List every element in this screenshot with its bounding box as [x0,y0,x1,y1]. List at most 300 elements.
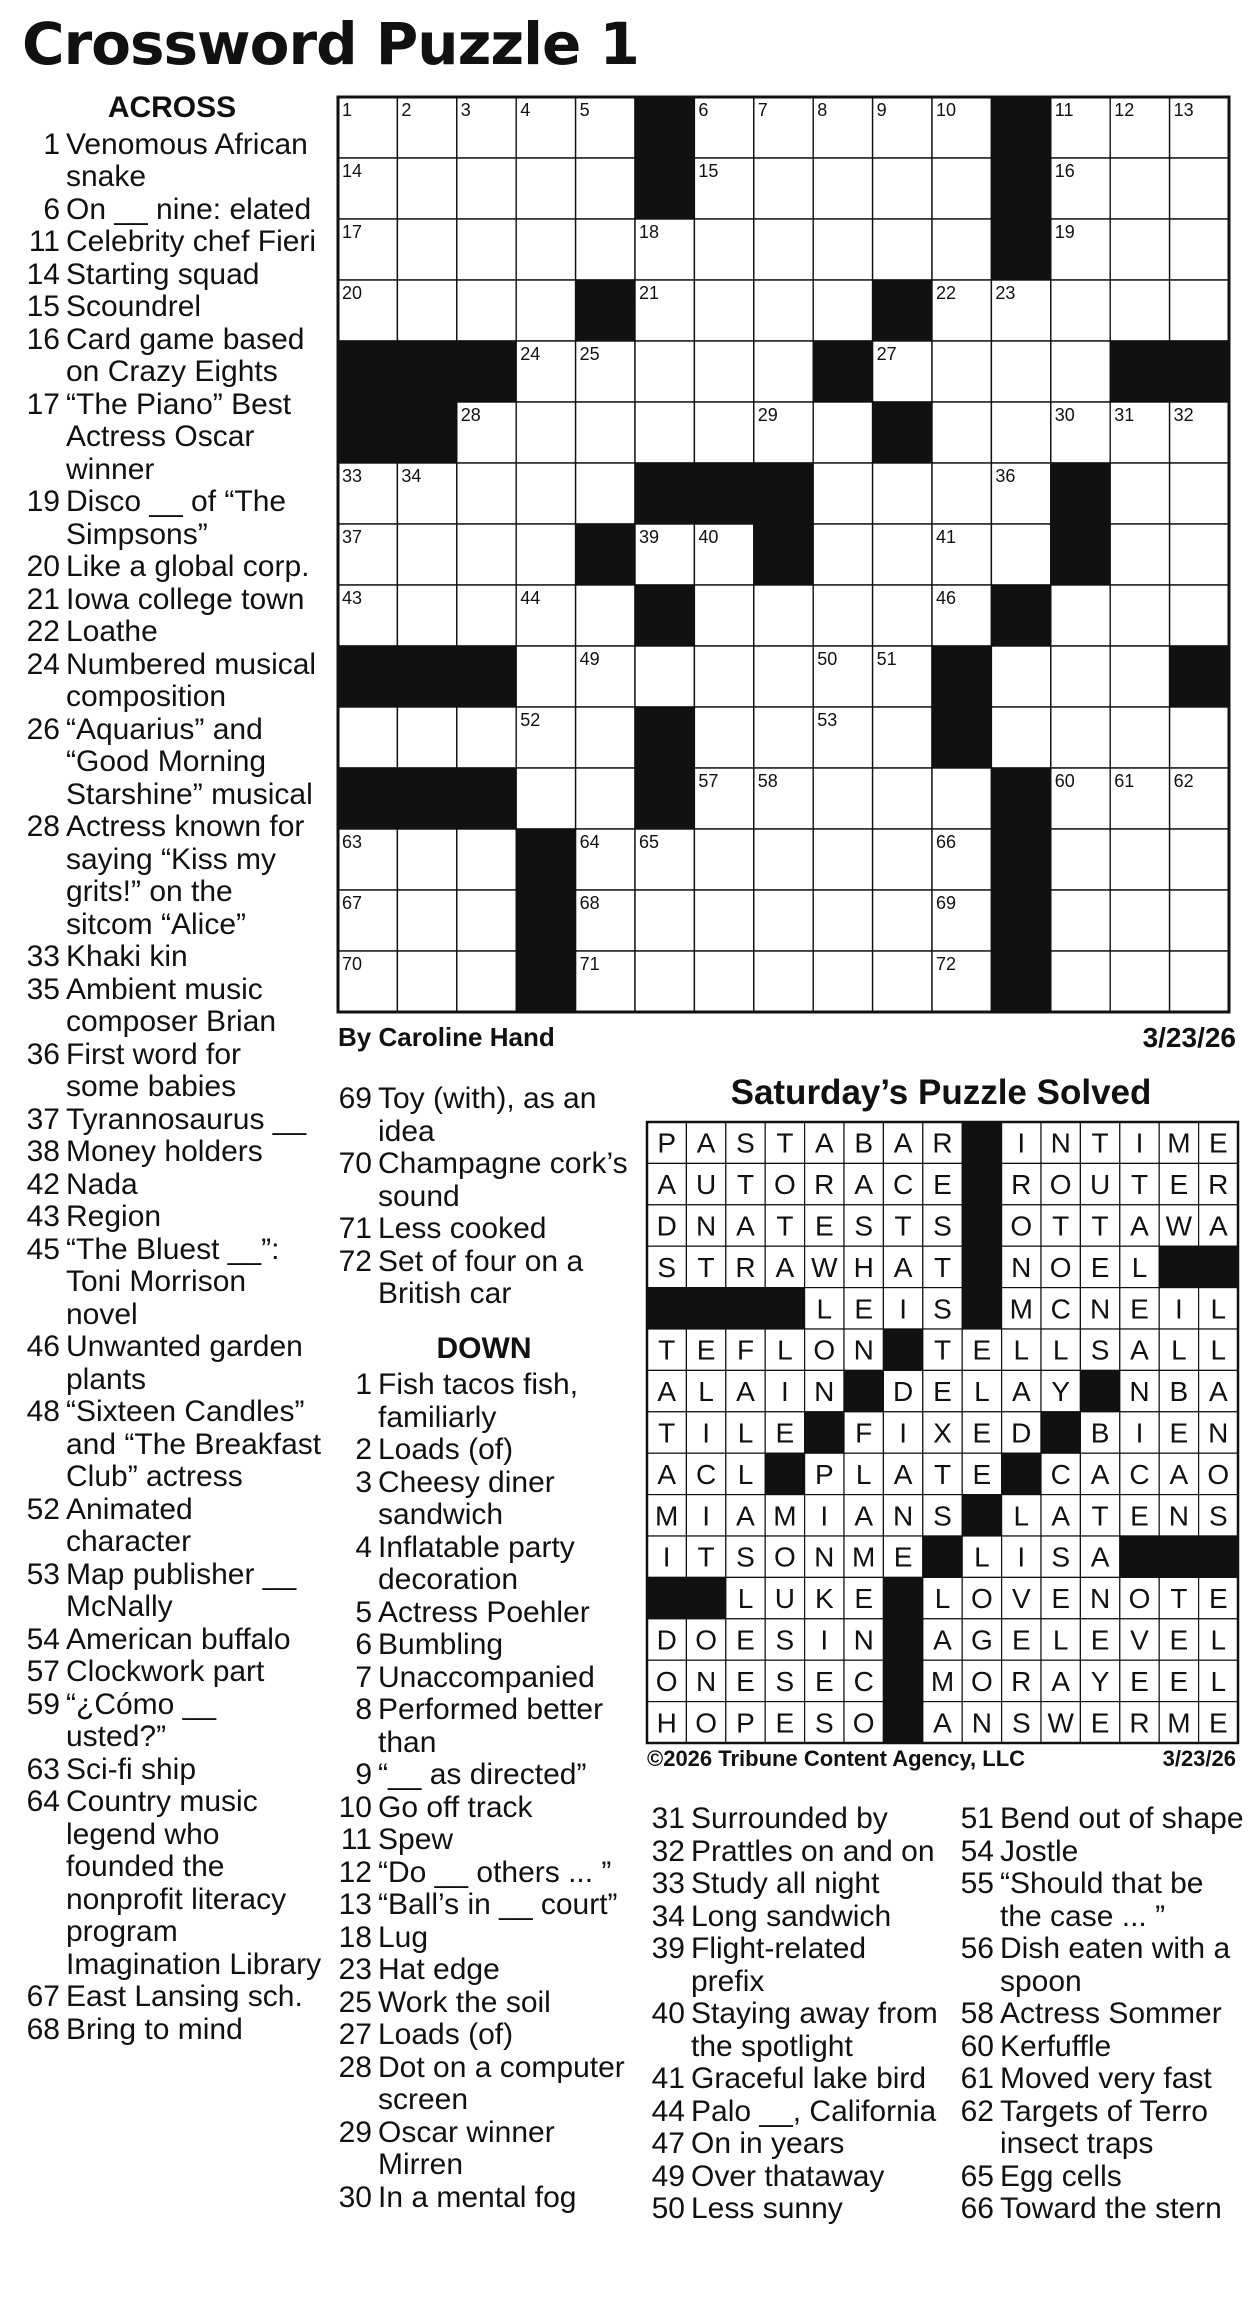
black-square [1051,524,1110,585]
cell-number: 40 [698,527,719,547]
clue-text: “Sixteen Candles” and “The Breakfast Club” actress [66,1395,322,1493]
solved-letter: P [736,1707,755,1739]
black-square [397,402,456,463]
clue-number: 17 [26,387,60,421]
cell-number: 46 [936,588,957,608]
cell-number: 61 [1114,771,1135,791]
clue-number: 72 [338,1244,372,1278]
clue-number: 71 [338,1212,372,1245]
clue-item [334,1889,634,1922]
clue-number: 16 [26,322,60,356]
clue-number: 67 [26,1980,60,2013]
clue-text: “¿Cómo __ usted?” [66,1687,217,1753]
solved-letter: L [737,1583,754,1615]
grid-cell [991,402,1050,463]
clue-item [334,1662,634,1695]
clue-item [334,1213,634,1246]
grid-cell [1170,951,1229,1012]
clue-item [22,1559,322,1624]
grid-cell [932,463,991,524]
solved-letter: E [696,1334,716,1366]
clue-number: 53 [26,1557,60,1591]
solved-letter: E [1051,1583,1071,1615]
solved-letter: U [695,1169,717,1201]
solved-letter: E [854,1293,874,1325]
clue-item [334,1434,634,1467]
clue-item [22,1624,322,1657]
solved-letter: N [1168,1500,1190,1532]
cell-number: 13 [1173,100,1194,120]
solved-letter: M [1167,1127,1191,1159]
solved-letter: M [655,1500,679,1532]
clue-item [22,1656,322,1689]
black-square [516,951,575,1012]
grid-cell [338,707,397,768]
grid-cell [813,463,872,524]
clue-item [647,1868,947,1901]
clue-text: Less cooked [378,1212,547,1245]
solved-letter: B [1090,1417,1110,1449]
solved-letter: E [854,1583,874,1615]
clue-item [22,974,322,1039]
byline: By Caroline Hand [338,1022,555,1052]
black-square [457,646,516,707]
black-square [932,646,991,707]
solved-letter: P [814,1458,834,1490]
solved-letter: R [1011,1169,1032,1201]
solved-letter: U [774,1583,796,1615]
solved-letter: S [1208,1500,1228,1532]
cell-number: 18 [639,222,660,242]
solved-letter: M [852,1541,876,1573]
clue-item [956,2096,1252,2161]
grid-cell [516,524,575,585]
solved-letter: I [702,1417,710,1449]
grid-cell [932,341,991,402]
grid-cell [1170,585,1229,646]
cell-number: 28 [460,405,481,425]
clue-number: 68 [26,2012,60,2046]
clue-item [956,1836,1252,1869]
clue-item [22,1201,322,1234]
clue-number: 1 [355,1368,372,1401]
clue-item [22,194,322,227]
clue-number: 11 [28,225,60,258]
clue-item [22,1786,322,1981]
clue-text: Moved very fast [1000,2062,1212,2095]
clue-number: 50 [651,2192,685,2225]
solved-letter: L [1210,1293,1227,1325]
black-square [635,768,694,829]
solved-letter: R [1208,1169,1229,1201]
grid-cell [1170,280,1229,341]
grid-cell [1110,890,1169,951]
solved-letter: E [1169,1417,1189,1449]
grid-cell [397,707,456,768]
grid-cell [813,402,872,463]
solved-date: 3/23/26 [1162,1746,1236,1771]
clue-text: “The Bluest __”: Toni Morrison novel [66,1232,280,1331]
black-square [883,1660,922,1701]
clue-number: 2 [355,1433,372,1466]
grid-cell [1051,829,1110,890]
solved-letter: A [814,1127,834,1159]
solved-letter: A [657,1376,677,1408]
clue-text: Map publisher __ McNally [66,1557,297,1623]
solved-letter: O [695,1624,717,1656]
solved-letter: C [1129,1458,1150,1490]
solved-letter: A [893,1127,913,1159]
solved-letter: O [655,1665,678,1697]
clue-item [22,2014,322,2047]
solved-letter: W [1165,1210,1193,1242]
clue-item [22,291,322,324]
black-square [962,1205,1001,1246]
clue-text: Surrounded by [691,1802,888,1835]
clue-text: Targets of Terro insect traps [1000,2094,1208,2160]
clue-text: Loads (of) [378,1433,514,1466]
solved-letter: X [933,1417,952,1449]
solved-letter: O [813,1334,836,1366]
clue-number: 55 [960,1867,994,1900]
grid-cell [694,829,753,890]
clue-item [956,1933,1252,1998]
solved-grid [647,1122,1238,1743]
clue-item [956,1998,1252,2031]
cell-number: 70 [342,954,363,974]
clue-text: East Lansing sch. [66,1980,303,2013]
grid-cell [576,158,635,219]
cell-number: 43 [342,588,363,608]
clue-text: Loads (of) [378,2018,514,2051]
across-clue-list-continued [334,1083,634,1311]
cell-number: 16 [1054,161,1075,181]
black-square [765,1288,804,1329]
clue-item [956,1868,1252,1933]
solved-letter: S [736,1541,755,1573]
solved-letter: S [933,1500,952,1532]
grid-cell [457,280,516,341]
solved-letter: T [1091,1210,1109,1242]
cell-number: 57 [698,771,719,791]
solved-letter: T [1091,1500,1109,1532]
cell-number: 62 [1173,771,1194,791]
clue-item [22,1104,322,1137]
grid-cell [754,646,813,707]
black-square [686,1577,725,1618]
cell-number: 12 [1114,100,1135,120]
grid-cell [576,768,635,829]
solved-letter: E [775,1417,795,1449]
solved-letter: T [933,1458,952,1490]
solved-letter: D [656,1210,677,1242]
cell-number: 3 [460,100,471,120]
solved-letter: L [1052,1624,1069,1656]
clue-text: Flight-related prefix [691,1932,867,1998]
clue-item [22,486,322,551]
clue-text: Prattles on and on [691,1834,935,1868]
clue-number: 15 [26,290,60,323]
clue-item [22,259,322,292]
grid-cell [694,646,753,707]
solved-letter: I [820,1624,829,1656]
solved-letter: L [855,1458,872,1490]
grid-cell [873,707,932,768]
grid-cell [1110,280,1169,341]
clue-item [22,1039,322,1104]
clue-text: Country music legend who founded the nonprofit literacy program Imagination Library [66,1785,322,1981]
solved-letter: T [1170,1583,1188,1615]
cell-number: 49 [579,649,600,669]
solved-letter: Y [1051,1376,1071,1408]
clue-item [22,551,322,584]
solved-letter: S [657,1251,677,1283]
solved-letter: A [1208,1376,1228,1408]
solved-letter: H [853,1251,874,1283]
clue-text: Performed better than [378,1693,604,1759]
grid-cell [694,219,753,280]
clue-text: In a mental fog [378,2180,577,2214]
solved-letter: D [1011,1417,1032,1449]
grid-cell [873,463,932,524]
solved-letter: S [1090,1334,1110,1366]
clue-item [334,1467,634,1532]
black-square [516,890,575,951]
solved-letter: C [1050,1293,1071,1325]
grid-cell [754,341,813,402]
grid-cell [457,951,516,1012]
cell-number: 25 [579,344,600,364]
solved-letter: I [1135,1417,1144,1449]
black-square [576,280,635,341]
black-square [635,585,694,646]
solved-letter: O [1049,1251,1072,1283]
clue-number: 36 [26,1037,60,1071]
solved-letter: M [1009,1293,1033,1325]
grid-cell [873,585,932,646]
solved-letter: L [737,1417,754,1449]
cell-number: 19 [1054,222,1075,242]
down-heading: DOWN [436,1331,532,1365]
solved-letter: N [814,1376,835,1408]
solved-letter: N [814,1541,835,1573]
cell-number: 1 [342,100,353,120]
clue-number: 27 [338,2018,372,2051]
grid-cell [397,890,456,951]
clue-text: Bend out of shape [1000,1802,1244,1835]
clue-number: 56 [960,1932,994,1965]
clue-item [334,2182,634,2215]
clue-text: Toy (with), as an idea [378,1082,597,1148]
solved-letter: E [1090,1707,1110,1739]
grid-cell [932,219,991,280]
crossword-grid [338,97,1229,1012]
solved-letter: E [1130,1293,1149,1325]
clue-text: Kerfuffle [1000,2029,1112,2063]
clue-item [647,2128,947,2161]
black-square [883,1577,922,1618]
clue-item [22,1169,322,1202]
black-square [635,463,694,524]
solved-letter: O [971,1583,993,1615]
cell-number: 5 [579,100,590,120]
black-square [932,707,991,768]
cell-number: 4 [520,100,531,120]
clue-item [334,1954,634,1987]
clue-text: “Should that be the case ... ” [1000,1867,1204,1933]
clue-number: 7 [355,1660,372,1694]
cell-number: 32 [1173,405,1194,425]
cell-number: 29 [757,405,778,425]
clue-number: 12 [338,1855,372,1889]
grid-cell [457,463,516,524]
clue-number: 18 [338,1920,372,1954]
clue-text: On __ nine: elated [66,192,312,226]
black-square [457,768,516,829]
solved-letter: S [775,1665,795,1697]
solved-letter: M [1167,1707,1191,1739]
clue-number: 22 [26,615,60,648]
grid-cell [1110,219,1169,280]
solved-letter: O [1010,1210,1033,1242]
solved-letter: B [854,1127,874,1159]
solved-letter: E [972,1417,992,1449]
grid-cell [991,707,1050,768]
grid-cell [694,280,753,341]
solved-letter: L [737,1458,754,1490]
solved-letter: P [657,1127,677,1159]
clue-number: 58 [960,1997,994,2030]
solved-letter: E [1169,1169,1189,1201]
clue-item [334,1532,634,1597]
grid-cell [457,829,516,890]
solved-letter: D [892,1376,914,1408]
grid-cell [457,707,516,768]
cell-number: 17 [342,222,363,242]
clue-number: 66 [960,2192,994,2225]
solved-letter: I [662,1541,671,1573]
black-square [635,707,694,768]
cell-number: 22 [936,283,957,303]
grid-cell [516,219,575,280]
grid-cell [754,890,813,951]
black-square [726,1288,765,1329]
black-square [765,1453,804,1494]
grid-cell [754,158,813,219]
solved-letter: W [811,1251,838,1283]
grid-cell [873,158,932,219]
clue-text: Bumbling [378,1628,504,1661]
copyright: ©2026 Tribune Content Agency, LLC [647,1746,1026,1771]
grid-cell [1051,707,1110,768]
clue-item [22,1136,322,1169]
grid-cell [1110,585,1169,646]
solved-letter: A [854,1169,874,1201]
solved-letter: L [934,1583,951,1615]
cell-number: 41 [936,527,957,547]
clue-text: Disco __ of “The Simpsons” [66,485,287,551]
clue-number: 1 [43,127,60,161]
clue-text: Sci-fi ship [66,1752,197,1786]
black-square [962,1122,1001,1163]
clue-number: 35 [26,972,60,1006]
cell-number: 24 [520,344,541,364]
cell-number: 64 [579,832,600,852]
cell-number: 34 [401,466,422,486]
solved-letter: A [854,1500,874,1532]
cell-number: 31 [1114,405,1135,425]
grid-cell [754,280,813,341]
grid-cell [991,646,1050,707]
black-square [397,341,456,402]
clue-text: Go off track [378,1790,533,1824]
clue-item [22,1981,322,2014]
black-square [694,463,753,524]
grid-cell [813,158,872,219]
clue-item [22,129,322,194]
clue-number: 64 [26,1785,60,1818]
clue-text: Work the soil [378,1985,551,2019]
grid-cell [516,280,575,341]
clue-text: Toward the stern [1000,2192,1222,2225]
clue-text: Animated character [66,1492,193,1558]
clue-item [22,584,322,617]
cell-number: 60 [1054,771,1075,791]
black-square [991,951,1050,1012]
solved-letter: R [1129,1707,1150,1739]
across-heading: ACROSS [107,91,237,124]
grid-cell [813,890,872,951]
clue-text: Starting squad [66,257,260,291]
clue-text: Dish eaten with a spoon [1000,1932,1231,1998]
clue-text: Khaki kin [66,940,188,973]
solved-letter: I [781,1376,789,1408]
clue-item [334,1922,634,1955]
cell-number: 9 [876,100,887,120]
clue-number: 31 [651,1802,685,1835]
clue-item [22,714,322,812]
solved-letter: L [1013,1334,1030,1366]
black-square [1041,1412,1080,1453]
black-square [923,1536,962,1577]
solved-letter: O [1049,1169,1072,1201]
solved-letter: O [971,1665,993,1697]
grid-cell [754,707,813,768]
clue-item [22,941,322,974]
grid-cell [1110,158,1169,219]
clue-number: 9 [355,1758,372,1791]
grid-cell [397,829,456,890]
solved-letter: L [974,1541,990,1573]
clue-number: 30 [338,2180,372,2214]
grid-cell [873,219,932,280]
clue-text: Jostle [1000,1834,1079,1868]
clue-number: 28 [338,2050,372,2084]
clue-text: Loathe [66,615,158,648]
clue-item [647,2096,947,2129]
grid-cell [873,524,932,585]
black-square [991,97,1050,158]
solved-letter: V [1130,1624,1149,1656]
clue-number: 24 [26,647,60,681]
solved-letter: A [1090,1541,1110,1573]
solved-letter: A [893,1458,913,1490]
grid-cell [873,890,932,951]
solved-letter: O [774,1541,796,1573]
cell-number: 69 [936,893,957,913]
solved-letter: N [853,1334,874,1366]
black-square [1051,463,1110,524]
